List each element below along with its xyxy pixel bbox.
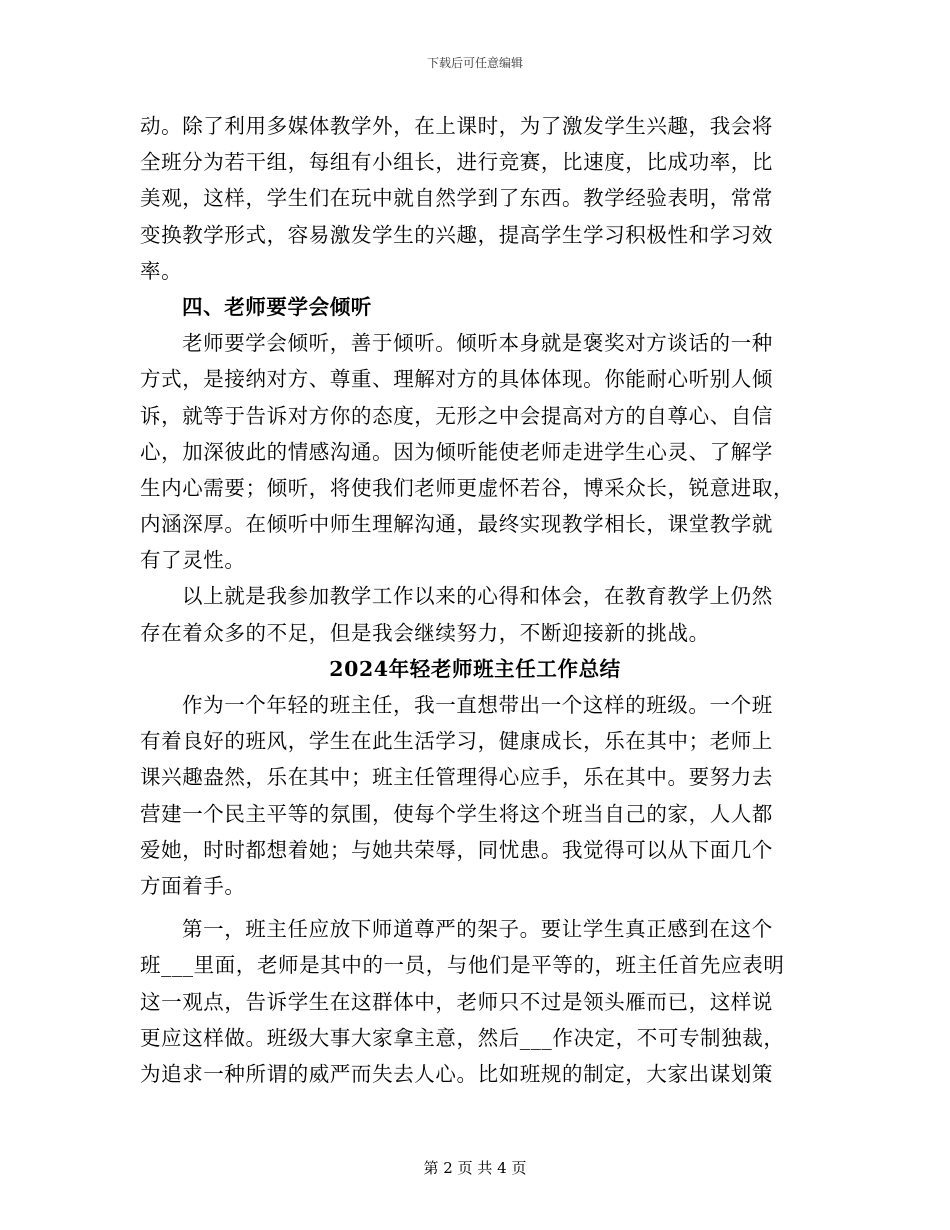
text-line: 变换教学形式，容易激发学生的兴趣，提高学生学习积极性和学习效: [140, 222, 773, 247]
text-line: 营建一个民主平等的氛围，使每个学生将这个班当自己的家，人人都: [140, 801, 773, 826]
text-line: 有着良好的班风，学生在此生活学习，健康成长，乐在其中；老师上: [140, 729, 773, 754]
text-line: 方式，是接纳对方、尊重、理解对方的具体体现。你能耐心听别人倾: [140, 367, 773, 392]
text-line: 方面着手。: [140, 873, 246, 898]
page-header: 下载后可任意编辑: [426, 56, 523, 70]
text-line: 课兴趣盎然，乐在其中；班主任管理得心应手，乐在其中。要努力去: [140, 765, 773, 790]
text-line: 美观，这样，学生们在玩中就自然学到了东西。教学经验表明，常常: [140, 186, 773, 211]
document-body: [140, 108, 810, 1092]
text-line: 全班分为若干组，每组有小组长，进行竞赛，比速度，比成功率，比: [140, 150, 773, 175]
paragraph-first-line: 以上就是我参加教学工作以来的心得和体会，在教育教学上仍然: [182, 584, 773, 609]
text-line: 率。: [140, 258, 183, 283]
text-line: 更应这样做。班级大事大家拿主意，然后___作决定，不可专制独裁，: [140, 1025, 785, 1050]
page-footer: 第 2 页 共 4 页: [423, 1159, 527, 1177]
text-line: 存在着众多的不足，但是我会继续努力，不断迎接新的挑战。: [140, 620, 710, 645]
text-line: 心，加深彼此的情感沟通。因为倾听能使老师走进学生心灵、了解学: [140, 439, 773, 464]
text-line: 动。除了利用多媒体教学外，在上课时，为了激发学生兴趣，我会将: [140, 114, 773, 138]
paragraph-first-line: 第一，班主任应放下师道尊严的架子。要让学生真正感到在这个: [182, 917, 773, 942]
text-line: 为追求一种所谓的威严而失去人心。比如班规的制定，大家出谋划策: [140, 1061, 773, 1086]
paragraph-spacer: [140, 904, 810, 911]
text-line: 班___里面，老师是其中的一员，与他们是平等的，班主任首先应表明: [140, 953, 785, 978]
text-line: 爱她，时时都想着她；与她共荣辱，同忧患。我觉得可以从下面几个: [140, 837, 773, 862]
text-line: 有了灵性。: [140, 548, 246, 573]
text-line: 诉，就等于告诉对方你的态度，无形之中会提高对方的自尊心、自信: [140, 403, 773, 428]
text-line: 这一观点，告诉学生在这群体中，老师只不过是领头雁而已，这样说: [140, 989, 773, 1014]
paragraph-first-line: 老师要学会倾听，善于倾听。倾听本身就是褒奖对方谈话的一种: [182, 331, 773, 356]
section-heading: 四、老师要学会倾听: [182, 294, 372, 319]
text-line: 内涵深厚。在倾听中师生理解沟通，最终实现教学相长，课堂教学就: [140, 512, 773, 537]
text-line: 生内心需要；倾听，将使我们老师更虚怀若谷，博采众长，锐意进取，: [140, 475, 795, 500]
paragraph-first-line: 作为一个年轻的班主任，我一直想带出一个这样的班级。一个班: [182, 693, 773, 717]
document-title: 2024年轻老师班主任工作总结: [329, 656, 621, 681]
